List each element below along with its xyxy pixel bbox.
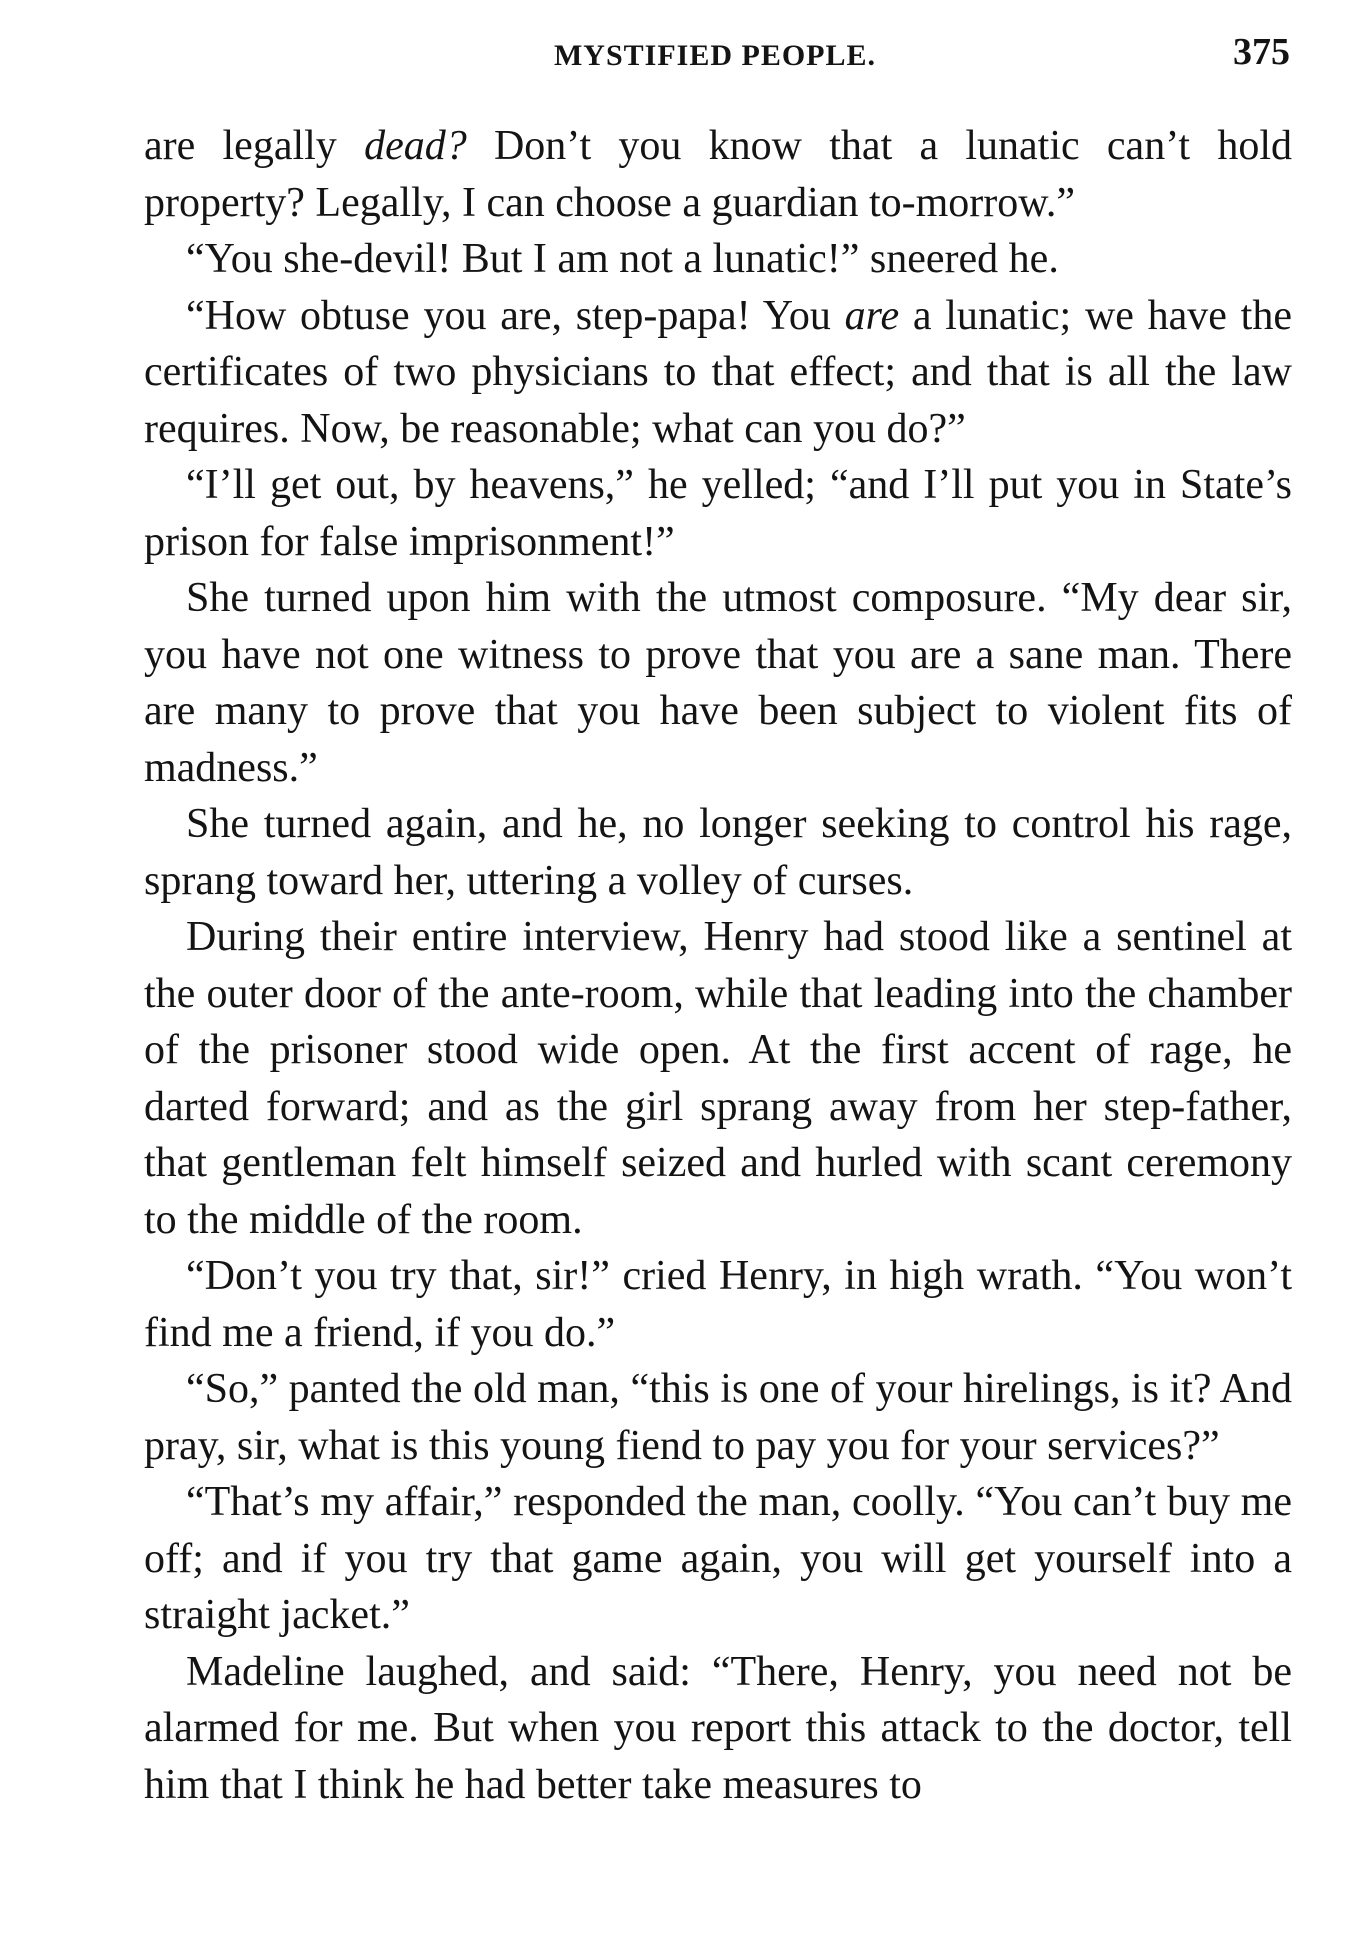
text-run: “So,” panted the old man, “this is one of your hirelings, is it? And pray, sir, what is this young fiend to pay you for your services?”: [144, 1366, 1292, 1469]
body-text: [144, 118, 1292, 1813]
running-head: MYSTIFIED PEOPLE.: [553, 39, 877, 72]
page-header: [140, 28, 1290, 78]
paragraph: [144, 796, 1292, 909]
paragraph: [144, 288, 1292, 458]
paragraph: [144, 231, 1292, 288]
page-number: 375: [1233, 31, 1290, 73]
text-run: a lunatic; we have the certificates of two physicians to that effect; and that is all the law requires. Now, be reasonable; what can you do?”: [144, 292, 1292, 452]
text-run: “How obtuse you are, step-papa! You: [186, 292, 845, 339]
text-run: “That’s my affair,” responded the man, coolly. “You can’t buy me off; and if you try that game again, you will get yourself into a straight jacket.”: [144, 1479, 1292, 1638]
paragraph: [144, 1248, 1292, 1361]
text-run: “You she-devil! But I am not a lunatic!” sneered he.: [186, 236, 1059, 282]
text-run: Don’t you know that a lunatic can’t hold property? Legally, I can choose a guardian to-morrow.”: [144, 123, 1292, 226]
text-run: She turned upon him with the utmost composure. “My dear sir, you have not one witness to prove that you are a sane man. There are many to prove that you have been subject to violent fits of madness.”: [144, 575, 1292, 791]
italic-run: dead?: [364, 123, 467, 169]
text-run: “Don’t you try that, sir!” cried Henry, in high wrath. “You won’t find me a friend, if you do.”: [144, 1253, 1292, 1356]
text-run: “I’ll get out, by heavens,” he yelled; “and I’ll put you in State’s prison for false imprisonment!”: [144, 462, 1292, 565]
paragraph: [144, 1644, 1292, 1814]
paragraph: [144, 1361, 1292, 1474]
paragraph: [144, 570, 1292, 796]
paragraph: [144, 1474, 1292, 1644]
text-run: are legally: [144, 123, 365, 169]
paragraph: [144, 909, 1292, 1248]
paragraph: [144, 457, 1292, 570]
text-run: During their entire interview, Henry had stood like a sentinel at the outer door of the ante-room, while that leading into the chamber of the prisoner stood wide open. At the first accent of rage, he darted forward; and as the girl sprang away from her step-father, that gentleman felt himself seized and hurled with scant ceremony to the middle of the room.: [144, 914, 1292, 1243]
text-run: Madeline laughed, and said: “There, Henry, you need not be alarmed for me. But when you report this attack to the doctor, tell him that I think he had better take measures to: [144, 1648, 1292, 1808]
text-run: She turned again, and he, no longer seeking to control his rage, sprang toward her, uttering a volley of curses.: [144, 801, 1292, 904]
italic-run: are: [844, 292, 900, 339]
paragraph: [144, 118, 1292, 231]
